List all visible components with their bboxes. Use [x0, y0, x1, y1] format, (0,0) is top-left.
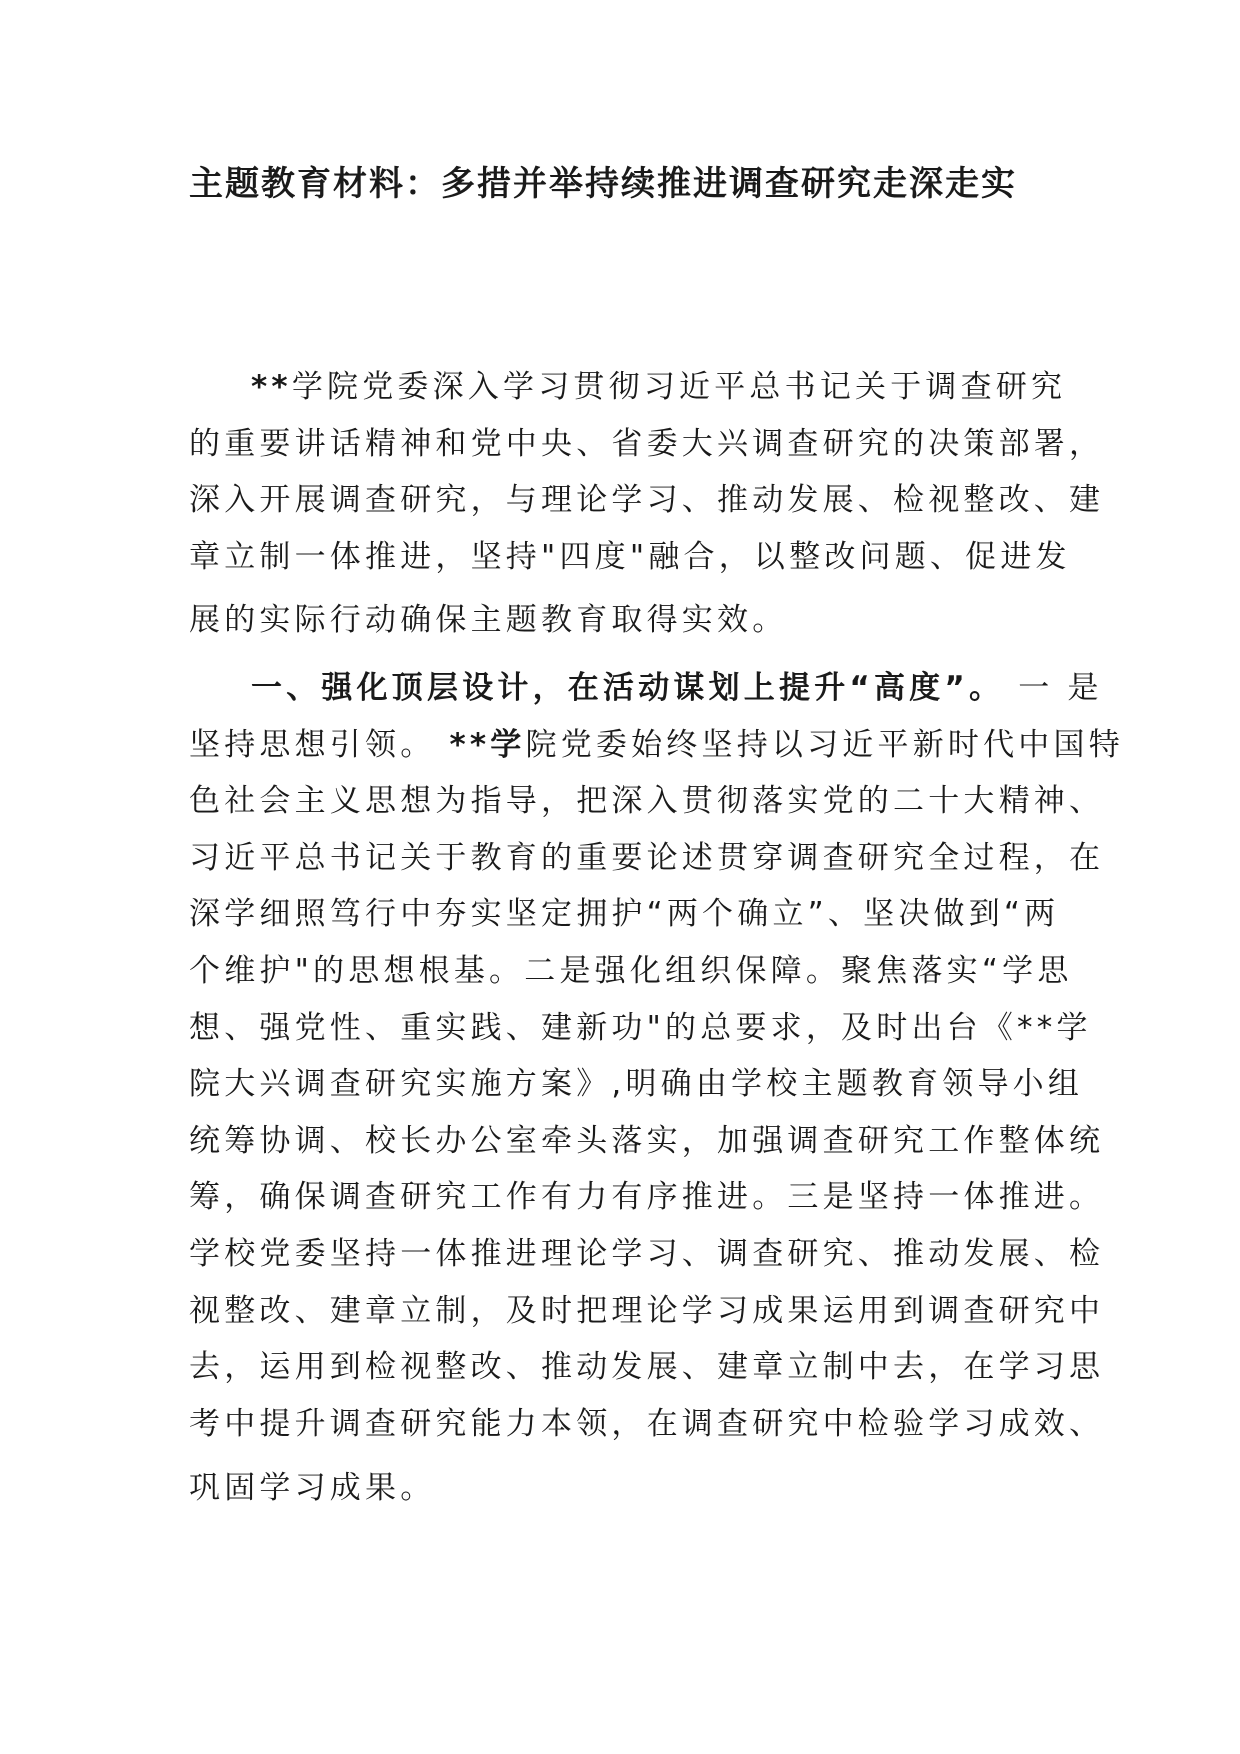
paragraph-intro-end: [189, 592, 1057, 649]
paragraph-line: 色社会主义思想为指导，把深入贯彻落实党的二十大精神、: [189, 783, 1105, 820]
section-heading: 一、强化顶层设计，在活动谋划上提升“高度”。: [251, 670, 1005, 706]
paragraph-intro: [189, 359, 1105, 585]
paragraph-line: 的重要讲话精神和党中央、省委大兴调查研究的决策部署，: [189, 425, 1105, 462]
paragraph-line: 章立制一体推进，坚持"四度"融合，以整改问题、促进发: [189, 538, 1071, 575]
paragraph-line: 统筹协调、校长办公室牵头落实，加强调查研究工作整体统: [189, 1122, 1105, 1159]
paragraph-line: 视整改、建章立制，及时把理论学习成果运用到调查研究中: [189, 1292, 1105, 1329]
paragraph-line: 习近平总书记关于教育的重要论述贯穿调查研究全过程，在: [189, 839, 1105, 876]
paragraph-line: 一、强化顶层设计，在活动谋划上提升“高度”。 一 是: [251, 670, 1103, 706]
paragraph-line: 巩固学习成果。: [189, 1470, 436, 1506]
paragraph-line: 筹，确保调查研究工作有力有序推进。三是坚持一体推进。: [189, 1179, 1105, 1216]
paragraph-line: 深学细照笃行中夯实坚定拥护“两个确立”、坚决做到“两: [189, 896, 1060, 933]
paragraph-line: 想、强党性、重实践、建新功"的总要求，及时出台《**学: [189, 1009, 1092, 1046]
paragraph-line: 学校党委坚持一体推进理论学习、调查研究、推动发展、检: [189, 1235, 1105, 1272]
redacted-name-mark: **学: [449, 726, 526, 763]
paragraph-section-one: [189, 660, 1124, 1452]
paragraph-line: 去，运用到检视整改、推动发展、建章立制中去，在学习思: [189, 1349, 1105, 1386]
paragraph-line: 考中提升调查研究能力本领，在调查研究中检验学习成效、: [189, 1405, 1105, 1442]
paragraph-line: 个维护"的思想根基。二是强化组织保障。聚焦落实“学思: [189, 952, 1073, 989]
paragraph-line: 院大兴调查研究实施方案》,明确由学校主题教育领导小组: [189, 1066, 1084, 1103]
redacted-name-mark: **: [251, 369, 292, 405]
paragraph-section-one-end: [189, 1460, 1057, 1517]
paragraph-line: 深入开展调查研究，与理论学习、推动发展、检视整改、建: [189, 482, 1105, 519]
document-title: 主题教育材料：多措并举持续推进调查研究走深走实: [189, 164, 1017, 204]
paragraph-line: 坚持思想引领。 **学院党委始终坚持以习近平新时代中国特: [189, 726, 1124, 763]
paragraph-line: **学院党委深入学习贯彻习近平总书记关于调查研究: [251, 369, 1067, 405]
paragraph-line: 展的实际行动确保主题教育取得实效。: [189, 602, 788, 638]
